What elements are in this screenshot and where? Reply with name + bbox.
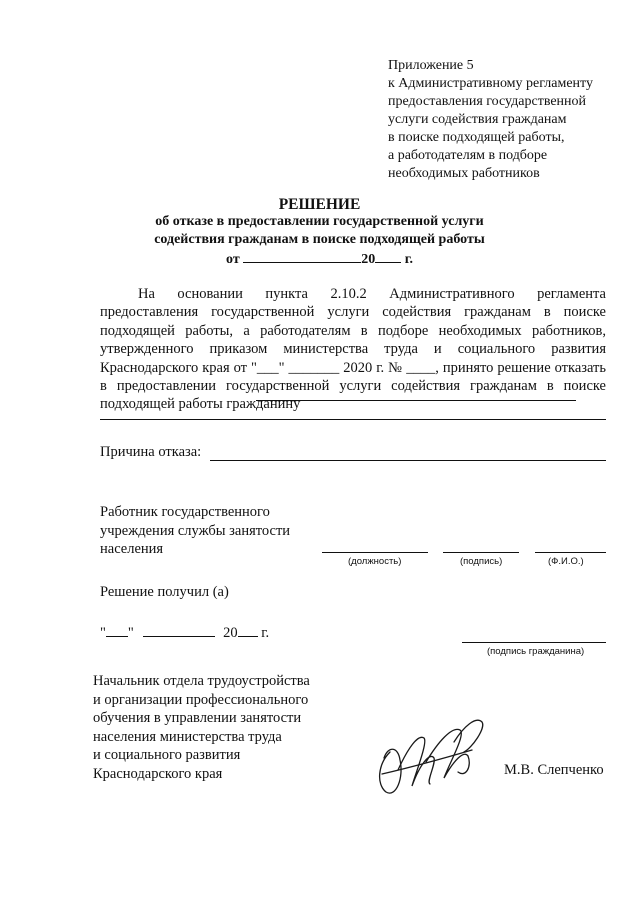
date-suffix: г. [404, 252, 413, 267]
annex-line: в поиске подходящей работы, [388, 130, 565, 145]
citizen-signature-caption: (подпись гражданина) [487, 646, 585, 657]
decision-paragraph: На основании пункта 2.10.2 Административного регламента предоставления государственной услуги содействия гражданам в поиске подходящей работы, а работодателям в подборе необходимых работников, утвержденного приказом министерства труда и социального развития Краснодарского края от "___" _______ 2020 г. № ____, принято решение отказать в предоставлении государственной услуги содействия гражданам в поиске подходящей работы гражданину [100, 286, 606, 413]
worker-block [100, 503, 290, 559]
year-blank-field[interactable] [375, 250, 401, 263]
received-day-field[interactable] [106, 624, 128, 637]
annex-block [388, 57, 593, 183]
annex-line: услуги содействия гражданам [388, 112, 567, 127]
worker-line: учреждения службы занятости [100, 522, 291, 539]
refusal-reason-label: Причина отказа: [100, 444, 202, 460]
quote-close: " [127, 625, 134, 641]
annex-line: предоставления государственной [388, 94, 587, 109]
signer-name: М.В. Слепченко [504, 762, 604, 778]
worker-position-field[interactable] [322, 552, 428, 553]
head-block [93, 672, 310, 783]
annex-line: Приложение 5 [388, 58, 474, 73]
received-date-line [100, 624, 269, 642]
annex-line: а работодателям в подборе [388, 148, 548, 163]
annex-line: к Административному регламенту [388, 76, 593, 91]
head-line: и организации профессионального [93, 691, 309, 708]
citizen-name-field-continued[interactable] [100, 419, 606, 420]
quote-open: " [100, 625, 106, 641]
name-caption: (Ф.И.О.) [548, 556, 584, 567]
head-line: и социального развития [93, 747, 241, 763]
head-line: Начальник отдела трудоустройства [93, 673, 310, 689]
received-year-field[interactable] [238, 624, 258, 637]
worker-line: населения [100, 541, 164, 557]
citizen-name-field[interactable] [256, 400, 576, 401]
signature-caption: (подпись) [460, 556, 503, 567]
head-line: Краснодарского края [93, 765, 223, 782]
document-title: РЕШЕНИЕ [278, 196, 361, 213]
received-month-field[interactable] [143, 624, 215, 637]
annex-line: необходимых работников [388, 166, 540, 181]
document-subtitle-line1: об отказе в предоставлении государственной услуги [155, 214, 484, 229]
decision-body [100, 285, 606, 414]
document-subtitle-line2: содействия гражданам в поиске подходящей работы [154, 232, 485, 247]
received-year-suffix: г. [261, 625, 270, 641]
head-line: обучения в управлении занятости [93, 710, 302, 726]
worker-signature-field[interactable] [443, 552, 519, 553]
worker-name-field[interactable] [535, 552, 606, 553]
date-prefix: от [226, 252, 240, 267]
citizen-signature-field[interactable] [462, 642, 606, 643]
received-label: Решение получил (а) [100, 584, 229, 600]
date-blank-field[interactable] [243, 250, 361, 263]
head-line: населения министерства труда [93, 728, 282, 745]
refusal-reason-field[interactable] [210, 460, 606, 461]
worker-line: Работник государственного [100, 504, 270, 520]
handwritten-signature [368, 712, 498, 802]
received-year: 20 [223, 625, 238, 641]
date-year: 20 [361, 252, 376, 267]
position-caption: (должность) [348, 556, 402, 567]
document-date-line [0, 250, 639, 268]
